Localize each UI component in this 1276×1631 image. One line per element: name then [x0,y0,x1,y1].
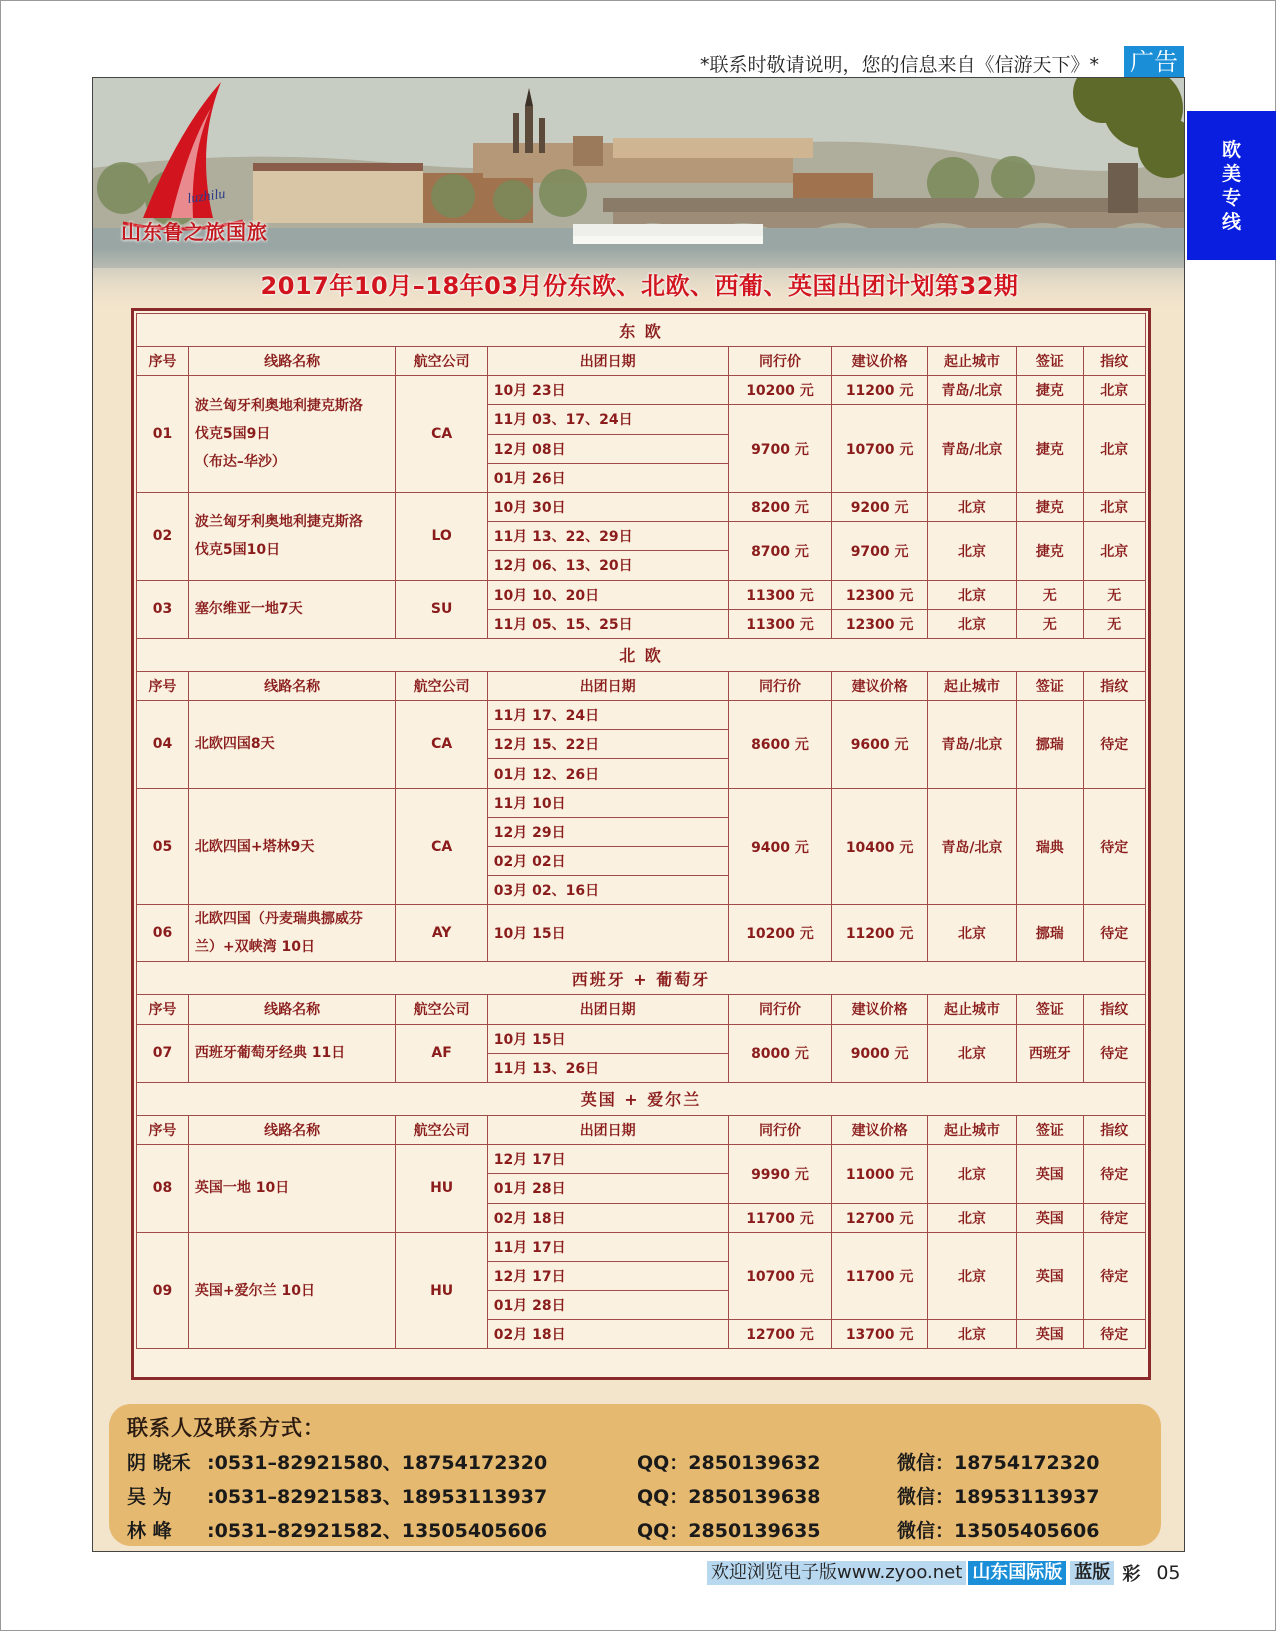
peer-price: 10200 元 [728,376,832,405]
footer-edition: 山东国际版 [968,1561,1066,1585]
visa: 瑞典 [1017,788,1083,905]
suggested-price: 13700 元 [832,1320,927,1349]
departure-date: 01月 28日 [487,1174,728,1203]
suggested-price: 9600 元 [832,701,927,789]
route-name-line: 波兰匈牙利奥地利捷克斯洛 [194,514,363,531]
column-header: 序号 [137,347,189,376]
column-header: 起止城市 [927,347,1016,376]
airline: CA [396,788,487,905]
airline: AY [396,905,487,962]
column-header: 线路名称 [188,671,396,700]
column-header: 序号 [137,1115,189,1144]
table-row [137,1145,1146,1174]
column-header: 线路名称 [188,1115,396,1144]
route-name [188,580,396,638]
fingerprint: 待定 [1083,905,1145,962]
section-title: 西班牙 + 葡萄牙 [137,962,1146,995]
column-header: 同行价 [728,1115,832,1144]
contact-wechat: 微信：18953113937 [897,1486,1100,1508]
fingerprint: 北京 [1083,492,1145,521]
column-header: 航空公司 [396,671,487,700]
contact-qq: QQ：2850139635 [637,1520,821,1542]
section-header-row [137,314,1146,347]
column-header: 同行价 [728,995,832,1024]
suggested-price: 11000 元 [832,1145,927,1203]
side-tab-char: 欧 [1221,138,1241,161]
peer-price: 12700 元 [728,1320,832,1349]
page-title: 2017年10月–18年03月份东欧、北欧、西葡、英国出团计划第32期 [260,272,1019,300]
departure-city: 北京 [927,1024,1016,1082]
fingerprint: 待定 [1083,1320,1145,1349]
suggested-price: 12700 元 [832,1203,927,1232]
visa: 无 [1017,580,1083,609]
visa: 英国 [1017,1320,1083,1349]
peer-price: 11300 元 [728,609,832,638]
column-header: 序号 [137,995,189,1024]
column-header: 签证 [1017,995,1083,1024]
peer-price: 11700 元 [728,1203,832,1232]
route-name-line: 波兰匈牙利奥地利捷克斯洛 [194,398,363,415]
column-header: 建议价格 [832,995,927,1024]
ad-panel [92,77,1185,1552]
column-header: 航空公司 [396,347,487,376]
peer-price: 10700 元 [728,1232,832,1320]
ad-tag: 广告 [1124,46,1184,78]
tour-schedule-table [136,313,1146,1349]
route-name-line: 北欧四国8天 [194,736,275,753]
column-header: 航空公司 [396,995,487,1024]
visa: 英国 [1017,1232,1083,1320]
route-number: 04 [137,701,189,789]
departure-date: 11月 05、15、25日 [487,609,728,638]
departure-date: 02月 18日 [487,1320,728,1349]
suggested-price: 11200 元 [832,376,927,405]
contact-phone: :0531–82921580、18754172320 [207,1452,548,1474]
departure-date: 12月 29日 [487,817,728,846]
route-name-line: 伐克5国10日 [194,542,281,559]
contact-name: 阴 晓禾 [127,1452,191,1474]
column-header: 起止城市 [927,1115,1016,1144]
column-header: 指纹 [1083,1115,1145,1144]
fingerprint: 待定 [1083,701,1145,789]
suggested-price: 11700 元 [832,1232,927,1320]
table-row [137,1024,1146,1053]
route-name [188,701,396,789]
departure-date: 11月 10日 [487,788,728,817]
peer-price: 8700 元 [728,522,832,580]
departure-date: 01月 26日 [487,463,728,492]
table-row [137,580,1146,609]
fingerprint: 待定 [1083,788,1145,905]
side-tab-char: 美 [1221,162,1241,185]
departure-date: 11月 13、22、29日 [487,522,728,551]
departure-city: 北京 [927,905,1016,962]
route-name-line: 英国+爱尔兰 10日 [194,1282,315,1299]
footer-color-label: 蓝版 [1070,1561,1114,1585]
airline: AF [396,1024,487,1082]
column-header: 同行价 [728,671,832,700]
footer-bar [707,1561,1181,1585]
departure-city: 北京 [927,1232,1016,1320]
departure-date: 02月 02日 [487,847,728,876]
fingerprint: 无 [1083,609,1145,638]
column-header: 同行价 [728,347,832,376]
departure-date: 10月 30日 [487,492,728,521]
visa: 挪瑞 [1017,905,1083,962]
footer-site-link[interactable]: 欢迎浏览电子版www.zyoo.net [707,1561,966,1585]
side-tab-europe-america [1187,111,1276,260]
departure-city: 青岛/北京 [927,376,1016,405]
column-header: 签证 [1017,347,1083,376]
departure-date: 11月 03、17、24日 [487,405,728,434]
brand-name: 山东鲁之旅国旅 [121,220,268,244]
route-name-line: 北欧四国+塔林9天 [194,838,315,855]
departure-date: 11月 13、26日 [487,1053,728,1082]
visa: 捷克 [1017,522,1083,580]
column-header: 出团日期 [487,995,728,1024]
departure-date: 10月 23日 [487,376,728,405]
column-header: 指纹 [1083,347,1145,376]
section-header-row [137,962,1146,995]
visa: 捷克 [1017,405,1083,493]
peer-price: 9400 元 [728,788,832,905]
suggested-price: 10400 元 [832,788,927,905]
suggested-price: 12300 元 [832,580,927,609]
suggested-price: 9700 元 [832,522,927,580]
suggested-price: 9200 元 [832,492,927,521]
departure-city: 北京 [927,580,1016,609]
visa: 挪瑞 [1017,701,1083,789]
route-number: 01 [137,376,189,493]
route-number: 08 [137,1145,189,1233]
airline: SU [396,580,487,638]
departure-city: 北京 [927,609,1016,638]
route-name [188,905,396,962]
peer-price: 9990 元 [728,1145,832,1203]
column-header: 建议价格 [832,671,927,700]
suggested-price: 12300 元 [832,609,927,638]
tour-schedule-frame [131,308,1151,1380]
footer-color2: 彩 [1122,1564,1141,1585]
departure-date: 03月 02、16日 [487,876,728,905]
column-header-row [137,671,1146,700]
route-name-line: 英国一地 10日 [194,1180,290,1197]
page-number: 05 [1156,1562,1181,1584]
section-header-row [137,638,1146,671]
contact-title: 联系人及联系方式： [127,1416,325,1440]
departure-date: 12月 17日 [487,1261,728,1290]
departure-date: 12月 17日 [487,1145,728,1174]
table-row [137,905,1146,962]
departure-city: 北京 [927,1145,1016,1203]
table-row [137,376,1146,405]
side-tab-char: 线 [1221,210,1241,233]
column-header: 线路名称 [188,347,396,376]
fingerprint: 无 [1083,580,1145,609]
route-name-line: 西班牙葡萄牙经典 11日 [194,1045,346,1062]
column-header-row [137,995,1146,1024]
airline: HU [396,1232,487,1349]
airline: CA [396,376,487,493]
departure-city: 青岛/北京 [927,701,1016,789]
contact-phone: :0531–82921583、18953113937 [207,1486,548,1508]
visa: 英国 [1017,1145,1083,1203]
contact-name: 林 峰 [127,1520,172,1542]
column-header-row [137,1115,1146,1144]
route-number: 05 [137,788,189,905]
peer-price: 9700 元 [728,405,832,493]
route-number: 06 [137,905,189,962]
departure-date: 10月 15日 [487,905,728,962]
column-header: 序号 [137,671,189,700]
route-number: 07 [137,1024,189,1082]
departure-date: 10月 15日 [487,1024,728,1053]
contact-phone: :0531–82921582、13505405606 [207,1520,548,1542]
column-header: 出团日期 [487,347,728,376]
peer-price: 11300 元 [728,580,832,609]
fingerprint: 待定 [1083,1232,1145,1320]
fingerprint: 待定 [1083,1024,1145,1082]
route-name [188,1232,396,1349]
table-row [137,1232,1146,1261]
route-name [188,788,396,905]
column-header: 出团日期 [487,671,728,700]
visa: 西班牙 [1017,1024,1083,1082]
route-number: 09 [137,1232,189,1349]
departure-date: 10月 10、20日 [487,580,728,609]
departure-city: 北京 [927,522,1016,580]
fingerprint: 北京 [1083,522,1145,580]
section-title: 英国 + 爱尔兰 [137,1082,1146,1115]
peer-price: 8200 元 [728,492,832,521]
table-row [137,701,1146,730]
section-title: 北 欧 [137,638,1146,671]
route-name [188,376,396,493]
peer-price: 8000 元 [728,1024,832,1082]
contact-name: 吴 为 [127,1486,172,1508]
column-header: 指纹 [1083,671,1145,700]
section-header-row [137,1082,1146,1115]
route-name-line: （布达–华沙） [194,454,286,471]
peer-price: 8600 元 [728,701,832,789]
contact-panel [109,1404,1161,1546]
departure-city: 北京 [927,1320,1016,1349]
column-header: 建议价格 [832,1115,927,1144]
visa: 捷克 [1017,492,1083,521]
suggested-price: 9000 元 [832,1024,927,1082]
airline: LO [396,492,487,580]
route-name [188,1024,396,1082]
column-header: 线路名称 [188,995,396,1024]
route-name [188,492,396,580]
contact-wechat: 微信：13505405606 [897,1520,1100,1542]
section-title: 东 欧 [137,314,1146,347]
fingerprint: 待定 [1083,1145,1145,1203]
departure-city: 青岛/北京 [927,405,1016,493]
route-name-line: 北欧四国（丹麦瑞典挪威芬 [194,911,363,928]
departure-date: 01月 12、26日 [487,759,728,788]
departure-date: 02月 18日 [487,1203,728,1232]
departure-city: 北京 [927,492,1016,521]
departure-date: 11月 17、24日 [487,701,728,730]
departure-date: 12月 06、13、20日 [487,551,728,580]
route-name-line: 兰）+双峡湾 10日 [194,939,315,956]
column-header: 起止城市 [927,995,1016,1024]
suggested-price: 11200 元 [832,905,927,962]
column-header: 签证 [1017,671,1083,700]
fingerprint: 待定 [1083,1203,1145,1232]
column-header: 出团日期 [487,1115,728,1144]
column-header-row [137,347,1146,376]
column-header: 起止城市 [927,671,1016,700]
visa: 英国 [1017,1203,1083,1232]
fingerprint: 北京 [1083,376,1145,405]
departure-city: 青岛/北京 [927,788,1016,905]
table-row [137,492,1146,521]
route-name-line: 伐克5国9日 [194,426,271,443]
column-header: 指纹 [1083,995,1145,1024]
route-number: 02 [137,492,189,580]
airline: HU [396,1145,487,1233]
peer-price: 10200 元 [728,905,832,962]
departure-date: 12月 15、22日 [487,730,728,759]
table-row [137,788,1146,817]
airline: CA [396,701,487,789]
logo-script: luzhilu [186,186,227,207]
departure-date: 12月 08日 [487,434,728,463]
column-header: 建议价格 [832,347,927,376]
column-header: 签证 [1017,1115,1083,1144]
column-header: 航空公司 [396,1115,487,1144]
departure-date: 01月 28日 [487,1291,728,1320]
contact-wechat: 微信：18754172320 [897,1452,1100,1474]
departure-date: 11月 17日 [487,1232,728,1261]
departure-city: 北京 [927,1203,1016,1232]
contact-qq: QQ：2850139632 [637,1452,821,1474]
fingerprint: 北京 [1083,405,1145,493]
route-name-line: 塞尔维亚一地7天 [194,601,303,618]
route-number: 03 [137,580,189,638]
source-note: *联系时敬请说明，您的信息来自《信游天下》* [700,54,1100,76]
side-tab-char: 专 [1221,186,1241,209]
visa: 无 [1017,609,1083,638]
suggested-price: 10700 元 [832,405,927,493]
route-name [188,1145,396,1233]
contact-qq: QQ：2850139638 [637,1486,821,1508]
visa: 捷克 [1017,376,1083,405]
